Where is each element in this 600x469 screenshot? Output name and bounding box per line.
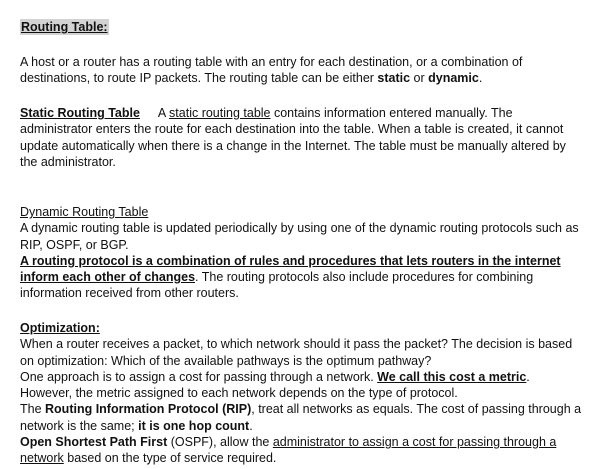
dynamic-section xyxy=(20,204,582,302)
metric-paragraph: One approach is to assign a cost for passing through a network. We call this cost a metric. However, the metric assigned to each network depends on the type of protocol. xyxy=(20,369,530,401)
optimization-heading: Optimization: xyxy=(20,321,100,335)
dynamic-text: A dynamic routing table is updated periodically by using one of the dynamic routing protocols such as RIP, OSPF, or BGP. xyxy=(20,221,579,252)
static-term: static xyxy=(377,71,411,86)
routing-protocol-definition: A routing protocol is a combination of rules and procedures that lets routers in the internet inform each other of changes xyxy=(20,253,561,285)
static-paragraph xyxy=(20,105,582,170)
ospf-cost-link[interactable]: administrator to assign a cost for passing through a network xyxy=(20,435,557,466)
intro-paragraph xyxy=(20,54,582,87)
intro-text: A host or a router has a routing table with an entry for each destination, or a combination of destinations, to route IP packets. The routing table can be either xyxy=(20,55,523,86)
ospf-term: Open Shortest Path First xyxy=(20,435,168,450)
metric-term: We call this cost a metric xyxy=(377,369,527,384)
hop-count-term: it is one hop count xyxy=(138,418,250,433)
intro-text-or: or xyxy=(410,71,429,86)
static-routing-table-link[interactable]: static routing table xyxy=(169,106,271,120)
ospf-paragraph: Open Shortest Path First (OSPF), allow the administrator to assign a cost for passing through a network based on the type of service required. xyxy=(20,435,557,466)
dynamic-term: dynamic xyxy=(428,71,479,86)
static-text-lead: A xyxy=(157,106,170,120)
document-title: Routing Table: xyxy=(21,20,108,34)
rip-term: Routing Information Protocol (RIP) xyxy=(45,402,252,417)
rip-paragraph: The Routing Information Protocol (RIP), treat all networks as equals. The cost of passing through a network is the same; it is one hop count. xyxy=(20,402,582,433)
optimization-text: When a router receives a packet, to which network should it pass the packet? The decision is based on optimization: Which of the available pathways is the optimum pathway? xyxy=(20,337,573,368)
static-text: contains information entered manually. The administrator enters the route for each destination into the table. When a table is created, it cannot update automatically when there is a change in the Internet. The table must be manually altered by the administrator. xyxy=(20,106,566,169)
dynamic-text-rest: . The routing protocols also include procedures for combining information received from other routers. xyxy=(20,270,534,301)
intro-period: . xyxy=(478,71,483,86)
static-heading: Static Routing Table xyxy=(20,106,140,120)
optimization-section xyxy=(20,320,582,467)
dynamic-heading: Dynamic Routing Table xyxy=(20,205,149,219)
